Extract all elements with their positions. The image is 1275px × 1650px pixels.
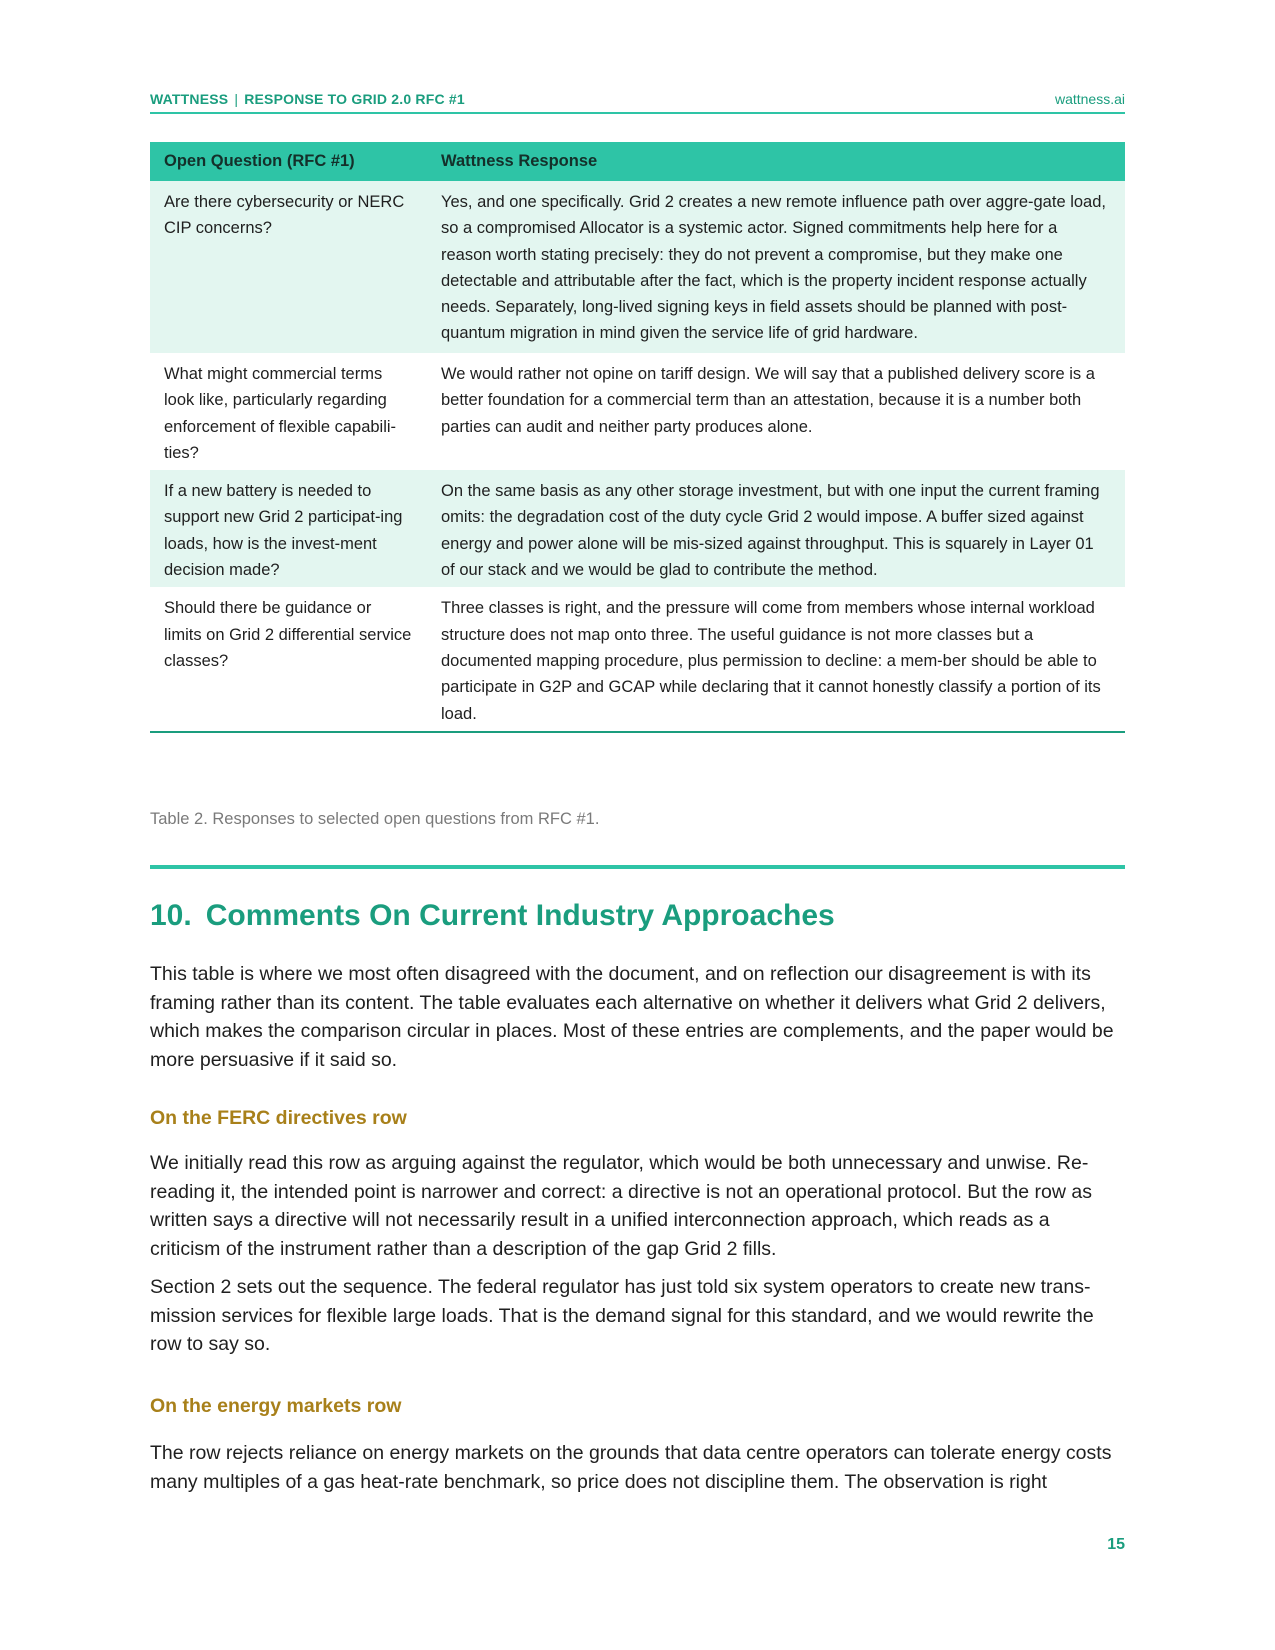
energy-markets-paragraph: The row rejects reliance on energy markets on the grounds that data centre operators can tolerate energy costs many multiples of a gas heat-rate benchmark, so price does not discipline them. The observation is right: [150, 1442, 1112, 1493]
header-title: [150, 91, 465, 107]
table-row: [150, 353, 1125, 470]
table-caption: Table 2. Responses to selected open questions from RFC #1.: [150, 810, 600, 828]
column-header-question: Open Question (RFC #1): [150, 142, 427, 181]
question-cell: If a new battery is needed to support new Grid 2 participat-ing loads, how is the invest-ment decision made?: [150, 470, 427, 587]
header-doc-title: RESPONSE TO GRID 2.0 RFC #1: [244, 91, 465, 107]
response-cell: We would rather not opine on tariff design. We will say that a published delivery score is a better foundation for a commercial term than an attestation, because it is a number both parties can audit and neither party produces alone.: [441, 365, 1095, 436]
section-intro-paragraph: This table is where we most often disagreed with the document, and on reflection our disagreement is with its framing rather than its content. The table evaluates each alternative on whether it delivers what Grid 2 delivers, which makes the comparison circular in places. Most of these entries are complements, and the paper would be more persuasive if it said so.: [150, 963, 1114, 1071]
question-cell: Are there cybersecurity or NERC CIP concerns?: [150, 181, 427, 353]
ferc-paragraph-1: We initially read this row as arguing against the regulator, which would be both unnecessary and unwise. Re-reading it, the intended point is narrower and correct: a directive is not an operational protocol. But the row as written says a directive will not necessarily result in a unified interconnection approach, which reads as a criticism of the instrument rather than a description of the gap Grid 2 fills.: [150, 1152, 1092, 1260]
subsection-heading-energy-markets: On the energy markets row: [150, 1395, 402, 1417]
running-header: [150, 90, 1125, 114]
header-url-link[interactable]: wattness.ai: [1054, 91, 1125, 107]
question-cell: What might commercial terms look like, particularly regarding enforcement of flexible capabili-ties?: [164, 365, 397, 462]
header-separator: |: [234, 91, 239, 107]
page-number: 15: [1107, 1536, 1125, 1553]
rfc-response-table: [150, 142, 1125, 733]
section-number: 10.: [150, 899, 192, 932]
subsection-heading-ferc: On the FERC directives row: [150, 1107, 407, 1129]
response-cell: Yes, and one specifically. Grid 2 creates a new remote influence path over aggre-gate load, so a compromised Allocator is a systemic actor. Signed commitments help here for a reason worth stating precisely: they do not prevent a compromise, but they make one detectable and attributable after the fact, which is the property incident response actually needs. Separately, long-lived signing keys in field assets should be planned with post-quantum migration in mind given the service life of grid hardware.: [427, 181, 1125, 353]
table-header-row: [150, 142, 1125, 181]
table-row: [150, 587, 1125, 731]
response-cell: Three classes is right, and the pressure will come from members whose internal workload structure does not map onto three. The useful guidance is not more classes but a documented mapping procedure, plus permission to decline: a mem-ber should be able to participate in G2P and GCAP while declaring that it cannot honestly classify a portion of its load.: [427, 587, 1125, 731]
response-cell: On the same basis as any other storage investment, but with one input the current framing omits: the degradation cost of the duty cycle Grid 2 would impose. A buffer sized against energy and power alone will be mis-sized against throughput. This is squarely in Layer 01 of our stack and we would be glad to contribute the method.: [427, 470, 1125, 587]
column-header-response: Wattness Response: [427, 142, 1125, 181]
table-row: [150, 470, 1125, 587]
header-brand: WATTNESS: [150, 91, 229, 107]
section-title: Comments On Current Industry Approaches: [205, 899, 835, 932]
table-row: [150, 181, 1125, 353]
section-divider: [150, 865, 1125, 869]
ferc-paragraph-2: Section 2 sets out the sequence. The federal regulator has just told six system operators to create new trans-mission services for flexible large loads. That is the demand signal for this standard, and we would rewrite the row to say so.: [150, 1276, 1094, 1355]
section-heading: [150, 899, 835, 933]
question-cell: Should there be guidance or limits on Grid 2 differential service classes?: [150, 587, 427, 731]
